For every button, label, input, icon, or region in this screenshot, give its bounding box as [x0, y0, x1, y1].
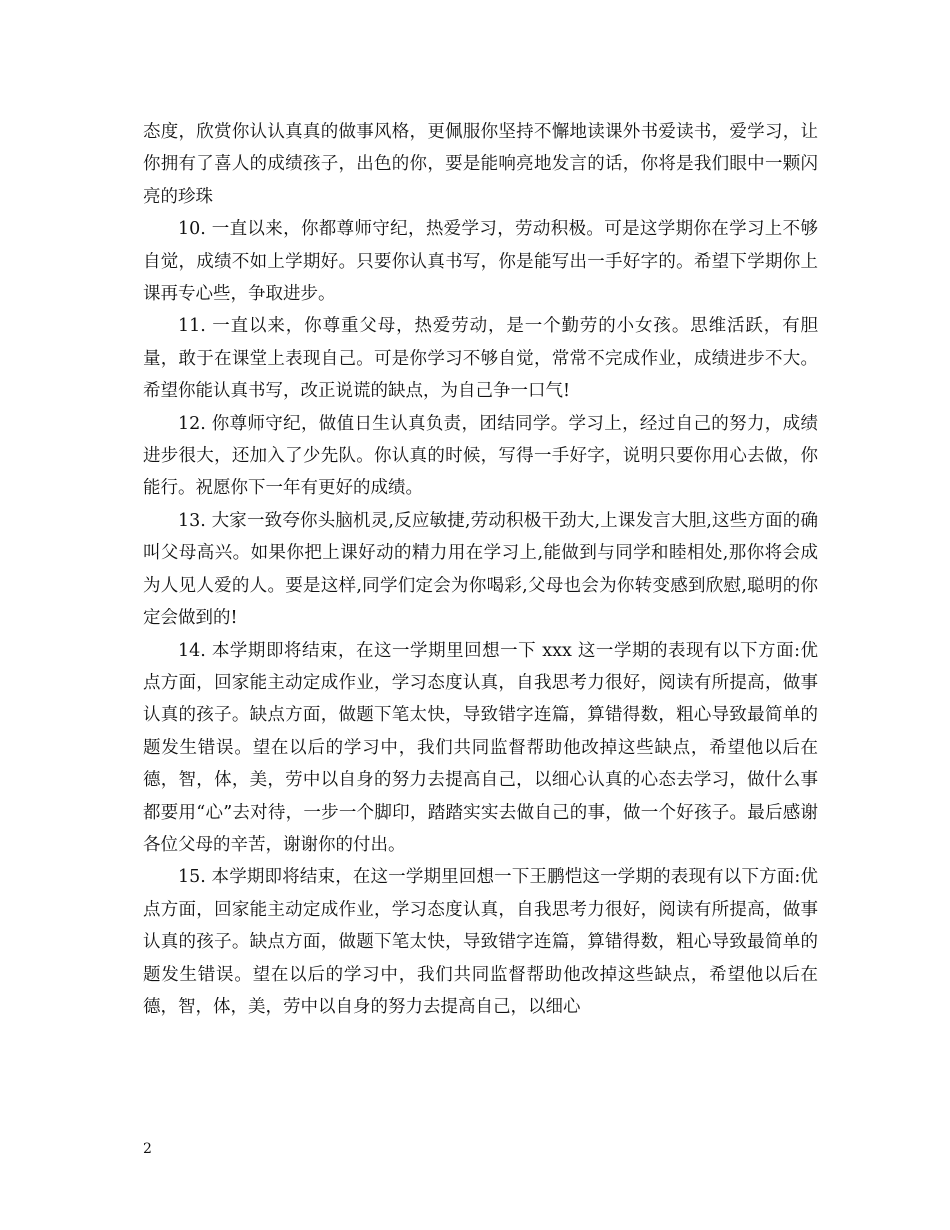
paragraph-item-10: 10. 一直以来，你都尊师守纪，热爱学习，劳动积极。可是这学期你在学习上不够自觉，成绩不如上学期好。只要你认真书写，你是能写出一手好字的。希望下学期你上课再专心些，争取进步。: [143, 219, 818, 305]
paragraph-item-15: 15. 本学期即将结束，在这一学期里回想一下王鹏恺这一学期的表现有以下方面:优点方面，回家能主动定成作业，学习态度认真，自我思考力很好，阅读有所提高，做事认真的孩子。缺点方面，做题下笔太快，导致错字连篇，算错得数，粗心导致最简单的题发生错误。望在以后的学习中，我们共同监督帮助他改掉这些缺点，希望他以后在德，智，体，美，劳中以自身的努力去提高自己，以细心: [143, 867, 818, 1017]
paragraph-item-11: 11. 一直以来，你尊重父母，热爱劳动，是一个勤劳的小女孩。思维活跃，有胆量，敢于在课堂上表现自己。可是你学习不够自觉，常常不完成作业，成绩进步不大。希望你能认真书写，改正说谎的缺点，为自己争一口气!: [143, 316, 818, 402]
paragraph-item-13: 13. 大家一致夸你头脑机灵,反应敏捷,劳动积极干劲大,上课发言大胆,这些方面的确叫父母高兴。如果你把上课好动的精力用在学习上,能做到与同学和睦相处,那你将会成为人见人爱的人。要是这样,同学们定会为你喝彩,父母也会为你转变感到欣慰,聪明的你定会做到的!: [143, 510, 818, 629]
document-body: [143, 116, 818, 1023]
paragraph-continuation: 态度，欣赏你认认真真的做事风格，更佩服你坚持不懈地读课外书爱读书，爱学习，让你拥有了喜人的成绩孩子，出色的你，要是能响亮地发言的话，你将是我们眼中一颗闪亮的珍珠: [143, 122, 818, 207]
paragraph-item-14: 14. 本学期即将结束，在这一学期里回想一下 xxx 这一学期的表现有以下方面:优点方面，回家能主动定成作业，学习态度认真，自我思考力很好，阅读有所提高，做事认真的孩子。缺点方面，做题下笔太快，导致错字连篇，算错得数，粗心导致最简单的题发生错误。望在以后的学习中，我们共同监督帮助他改掉这些缺点，希望他以后在德，智，体，美，劳中以自身的努力去提高自己，以细心认真的心态去学习，做什么事都要用“心”去对待，一步一个脚印，踏踏实实去做自己的事，做一个好孩子。最后感谢各位父母的辛苦，谢谢你的付出。: [143, 640, 818, 855]
paragraph-item-12: 12. 你尊师守纪，做值日生认真负责，团结同学。学习上，经过自己的努力，成绩进步很大，还加入了少先队。你认真的时候，写得一手好字，说明只要你用心去做，你能行。祝愿你下一年有更好的成绩。: [143, 413, 818, 499]
page-number: 2: [143, 1141, 152, 1157]
